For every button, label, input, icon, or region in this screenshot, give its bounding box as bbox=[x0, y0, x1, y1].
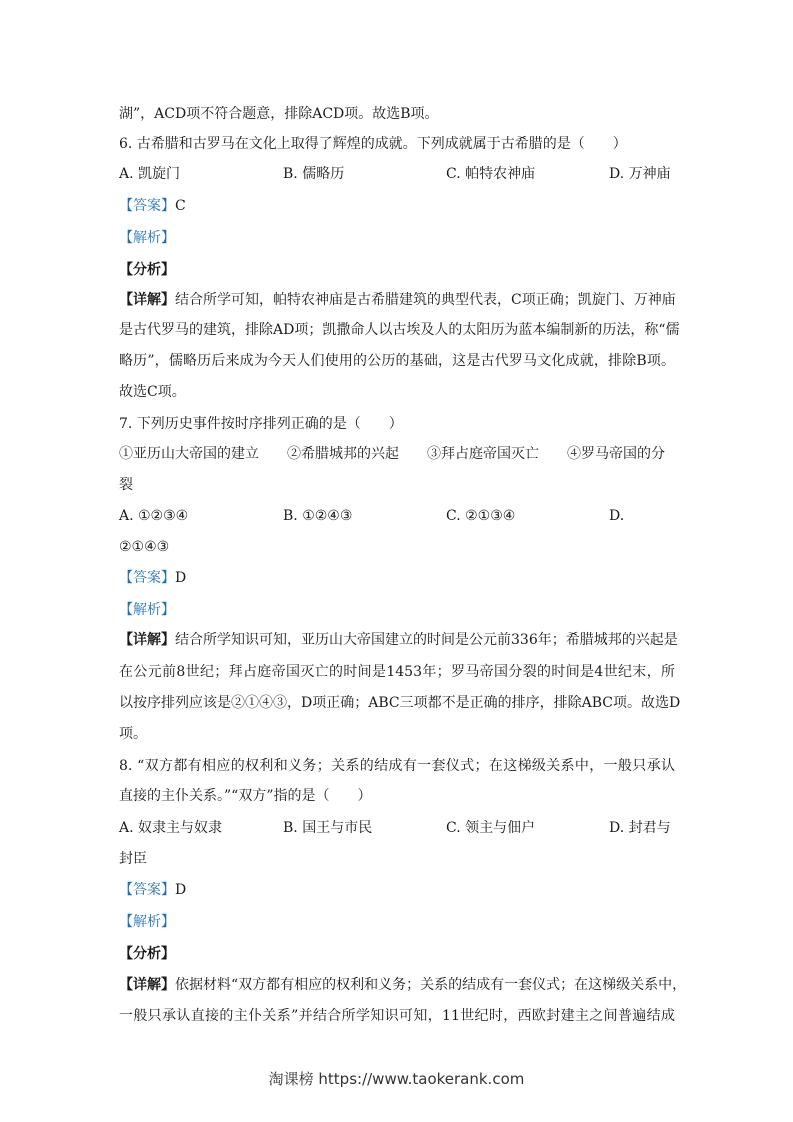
detail-tag: 【详解】 bbox=[119, 632, 175, 648]
q6-option-c: C. 帕特农神庙 bbox=[446, 166, 536, 182]
q6-analysis-tag: 【解析】 bbox=[119, 230, 175, 246]
answer-value: C bbox=[175, 198, 186, 214]
detail-text: 结合所学知识可知，亚历山大帝国建立的时间是公元前336年；希腊城邦的兴起是 bbox=[175, 632, 678, 648]
q7-item-4-cont: 裂 bbox=[119, 477, 133, 493]
q7-detail-line-2: 在公元前8世纪；拜占庭帝国灭亡的时间是1453年；罗马帝国分裂的时间是4世纪末，所 bbox=[119, 664, 675, 680]
q7-option-a: A. ①②③④ bbox=[119, 508, 189, 524]
q7-option-d: D. bbox=[609, 508, 625, 524]
question-7: 7. 下列历史事件按时序排列正确的是（ ） bbox=[119, 416, 403, 432]
q6-option-b: B. 儒略历 bbox=[283, 166, 345, 182]
q6-answer bbox=[119, 196, 186, 216]
q8-option-c: C. 领主与佃户 bbox=[446, 820, 536, 836]
q8-option-d: D. 封君与 bbox=[609, 820, 671, 836]
page-footer: 淘课榜 https://www.taokerank.com bbox=[268, 1070, 525, 1088]
q6-detail-line-2: 是古代罗马的建筑，排除AD项；凯撒命人以古埃及人的太阳历为蓝本编制新的历法，称“儒 bbox=[119, 322, 680, 338]
q7-analysis-tag: 【解析】 bbox=[119, 602, 175, 618]
q7-answer bbox=[119, 568, 186, 588]
q6-detail-line-4: 故选C项。 bbox=[119, 384, 186, 400]
q7-detail-line-1 bbox=[119, 630, 678, 650]
answer-tag: 【答案】 bbox=[119, 198, 175, 214]
q7-item-4: ④罗马帝国的分 bbox=[567, 446, 665, 462]
question-8-line-1: 8. “双方都有相应的权利和义务；关系的结成有一套仪式；在这梯级关系中，一般只承认 bbox=[119, 758, 675, 774]
detail-text: 依据材料“双方都有相应的权利和义务；关系的结成有一套仪式；在这梯级关系中， bbox=[175, 977, 687, 993]
answer-value: D bbox=[175, 882, 187, 898]
answer-value: D bbox=[175, 570, 187, 586]
q6-option-a: A. 凯旋门 bbox=[119, 166, 181, 182]
q8-analysis-tag: 【解析】 bbox=[119, 914, 175, 930]
question-6: 6. 古希腊和古罗马在文化上取得了辉煌的成就。下列成就属于古希腊的是（ ） bbox=[119, 136, 627, 152]
q7-option-d-value: ②①④③ bbox=[119, 539, 170, 555]
detail-tag: 【详解】 bbox=[119, 292, 175, 308]
q8-detail-line-2: 一般只承认直接的主仆关系”并结合所学知识可知，11世纪时，西欧封建主之间普遍结成 bbox=[119, 1008, 675, 1024]
q8-option-d-cont: 封臣 bbox=[119, 851, 147, 867]
q7-detail-line-3: 以按序排列应该是②①④③，D项正确；ABC三项都不是正确的排序，排除ABC项。故选D bbox=[119, 695, 681, 711]
q7-item-1: ①亚历山大帝国的建立 bbox=[119, 446, 259, 462]
text-line: 湖”，ACD项不符合题意，排除ACD项。故选B项。 bbox=[119, 106, 439, 122]
q6-detail-line-1 bbox=[119, 290, 675, 310]
q7-item-2: ②希腊城邦的兴起 bbox=[287, 446, 399, 462]
q8-option-a: A. 奴隶主与奴隶 bbox=[119, 820, 223, 836]
q8-option-b: B. 国王与市民 bbox=[283, 820, 373, 836]
q8-detail-line-1 bbox=[119, 975, 687, 995]
detail-tag: 【详解】 bbox=[119, 977, 175, 993]
question-8-line-2: 直接的主仆关系。”“双方”指的是（ ） bbox=[119, 788, 372, 804]
q6-fenxi-tag: 【分析】 bbox=[119, 262, 175, 278]
q8-fenxi-tag: 【分析】 bbox=[119, 946, 175, 962]
answer-tag: 【答案】 bbox=[119, 882, 175, 898]
q8-answer bbox=[119, 880, 186, 900]
answer-tag: 【答案】 bbox=[119, 570, 175, 586]
q6-detail-line-3: 略历”，儒略历后来成为今天人们使用的公历的基础，这是古代罗马文化成就，排除B项。 bbox=[119, 353, 675, 369]
q6-option-d: D. 万神庙 bbox=[609, 166, 671, 182]
q7-detail-line-4: 项。 bbox=[119, 726, 147, 742]
q7-option-b: B. ①②④③ bbox=[283, 508, 353, 524]
q7-option-c: C. ②①③④ bbox=[446, 508, 516, 524]
detail-text: 结合所学可知，帕特农神庙是古希腊建筑的典型代表，C项正确；凯旋门、万神庙 bbox=[175, 292, 676, 308]
q7-item-3: ③拜占庭帝国灭亡 bbox=[427, 446, 539, 462]
